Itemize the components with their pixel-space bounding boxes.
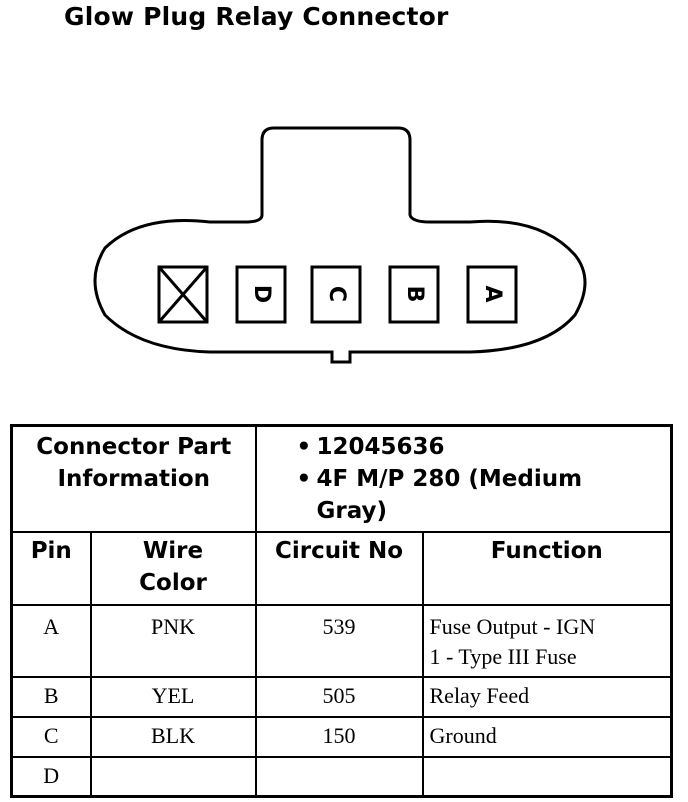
part-info-list bbox=[297, 431, 671, 527]
part-info-header-line-2: Information bbox=[57, 466, 211, 492]
row-circuit: 539 bbox=[322, 613, 356, 639]
part-info-header-cell bbox=[12, 426, 256, 532]
cavity-c-label: C bbox=[324, 285, 349, 303]
row-function: Relay Feed bbox=[429, 682, 530, 708]
connector-face-drawing bbox=[0, 0, 688, 400]
row-function: Fuse Output - IGN 1 - Type III Fuse bbox=[429, 613, 596, 669]
part-info-values-cell bbox=[256, 426, 672, 532]
connector-outline bbox=[95, 128, 585, 362]
table-row bbox=[12, 757, 672, 797]
cavity-b bbox=[390, 267, 438, 322]
cavity-a bbox=[468, 267, 516, 322]
cavity-b-label: B bbox=[402, 285, 427, 303]
cavity-c bbox=[312, 267, 360, 322]
row-pin: B bbox=[43, 682, 59, 708]
column-header-function: Function bbox=[423, 532, 672, 605]
row-circuit: 150 bbox=[322, 722, 356, 748]
cavity-d-label: D bbox=[249, 284, 274, 304]
blocked-cavity bbox=[159, 267, 207, 322]
row-pin: C bbox=[43, 722, 59, 748]
part-description: • 4F M/P 280 (Medium Gray) bbox=[297, 463, 671, 527]
column-header-circuit: Circuit No bbox=[256, 532, 423, 605]
row-pin: D bbox=[43, 762, 60, 788]
row-function bbox=[424, 758, 671, 761]
row-wire-color: PNK bbox=[150, 613, 195, 639]
row-wire-color: YEL bbox=[151, 682, 195, 708]
row-wire-color bbox=[92, 758, 255, 761]
connector-info-table bbox=[10, 424, 673, 798]
table-row bbox=[12, 717, 672, 757]
row-circuit bbox=[257, 758, 422, 761]
row-wire-color: BLK bbox=[151, 722, 195, 748]
cavity-d bbox=[237, 267, 285, 322]
part-info-header-line-1: Connector Part bbox=[36, 434, 232, 460]
row-pin: A bbox=[43, 613, 60, 639]
column-header-pin: Pin bbox=[12, 532, 91, 605]
cavity-a-label: A bbox=[480, 285, 505, 303]
row-circuit: 505 bbox=[322, 682, 356, 708]
part-number: • 12045636 bbox=[297, 431, 671, 463]
diagram-title: Glow Plug Relay Connector bbox=[64, 2, 449, 31]
table-row bbox=[12, 677, 672, 717]
column-header-wire-color: Wire Color bbox=[91, 532, 256, 605]
row-function: Ground bbox=[429, 722, 497, 748]
part-description-continued: Gray) bbox=[316, 498, 388, 524]
table-row bbox=[12, 605, 672, 677]
